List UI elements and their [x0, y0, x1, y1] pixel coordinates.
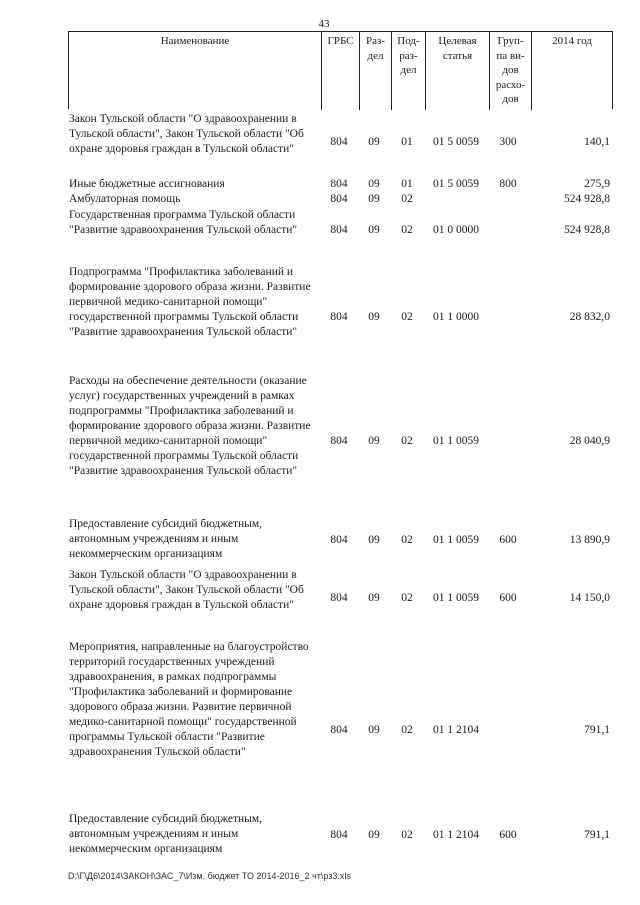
row-name: Предоставление субсидий бюджетным, автономным учреждениям и иным некоммерческим организациям	[69, 813, 263, 855]
row-razdel: 09	[368, 724, 380, 736]
row-razdel: 09	[368, 829, 380, 841]
row-podrazdel: 02	[401, 829, 413, 841]
row-gruppa: 600	[499, 592, 517, 604]
row-celevaya: 01 1 0000	[433, 311, 479, 323]
row-podrazdel: 02	[401, 224, 413, 236]
row-podrazdel: 02	[401, 435, 413, 447]
row-grbs: 804	[330, 534, 348, 546]
header-podrazdel: Под- раз- дел	[391, 32, 425, 110]
row-sum: 28 832,0	[569, 311, 610, 323]
row-celevaya: 01 1 2104	[433, 829, 479, 841]
row-razdel: 09	[368, 193, 380, 205]
row-grbs: 804	[330, 435, 348, 447]
row-celevaya: 01 1 2104	[433, 724, 479, 736]
row-sum: 13 890,9	[569, 534, 610, 546]
row-grbs: 804	[330, 592, 348, 604]
row-celevaya: 01 1 0059	[433, 435, 479, 447]
page-number: 43	[318, 18, 330, 30]
row-podrazdel: 02	[401, 534, 413, 546]
table-header	[68, 31, 613, 109]
row-sum: 275,9	[584, 178, 610, 190]
row-gruppa: 600	[499, 829, 517, 841]
row-razdel: 09	[368, 224, 380, 236]
row-podrazdel: 02	[401, 193, 413, 205]
row-gruppa: 300	[499, 136, 517, 148]
row-name: Закон Тульской области "О здравоохранении в Тульской области", Закон Тульской области "Об охране здоровья граждан в Тульской области"	[69, 113, 304, 155]
header-gruppa: Груп- па ви- дов расхо- дов	[489, 32, 531, 110]
row-sum: 524 928,8	[564, 224, 610, 236]
row-sum: 140,1	[584, 136, 610, 148]
row-grbs: 804	[330, 224, 348, 236]
row-razdel: 09	[368, 435, 380, 447]
row-name: Расходы на обеспечение деятельности (оказание услуг) государственных учреждений в рамках подпрограммы "Профилактика заболеваний и формирование здорового образа жизни. Развитие первичной медико-санитарной помощи" государственной программы Тульской области "Развитие здравоохранения Тульской области"	[69, 375, 311, 477]
row-name: Предоставление субсидий бюджетным, автономным учреждениям и иным некоммерческим организациям	[69, 518, 263, 560]
row-podrazdel: 01	[401, 178, 413, 190]
row-celevaya: 01 5 0059	[433, 178, 479, 190]
row-podrazdel: 02	[401, 724, 413, 736]
header-celevaya: Целевая статья	[425, 32, 489, 110]
row-name: Государственная программа Тульской области "Развитие здравоохранения Тульской области"	[69, 209, 298, 236]
row-grbs: 804	[330, 193, 348, 205]
row-sum: 791,1	[584, 724, 610, 736]
row-celevaya: 01 5 0059	[433, 136, 479, 148]
header-razdel: Раз- дел	[359, 32, 391, 110]
row-gruppa: 800	[499, 178, 517, 190]
row-grbs: 804	[330, 136, 348, 148]
row-podrazdel: 02	[401, 311, 413, 323]
row-razdel: 09	[368, 136, 380, 148]
row-podrazdel: 02	[401, 592, 413, 604]
row-name: Амбулаторная помощь	[69, 193, 181, 205]
header-year: 2014 год	[531, 32, 612, 110]
row-grbs: 804	[330, 724, 348, 736]
row-razdel: 09	[368, 311, 380, 323]
file-path-footer: D:\Г\Д6\2014\ЗАКОН\ЗАС_7\Изм. бюджет ТО 2014-2016_2 чт\рз3.xls	[68, 871, 351, 881]
row-name: Подпрограмма "Профилактика заболеваний и формирование здорового образа жизни. Развитие первичной медико-санитарной помощи" государственной программы Тульской области "Развитие здравоохранения Тульской области"	[69, 266, 311, 338]
row-celevaya: 01 1 0059	[433, 534, 479, 546]
row-name: Мероприятия, направленные на благоустройство территорий государственных учреждений здравоохранения, в рамках подпрограммы "Профилактика заболеваний и формирование здорового образа жизни. Развитие первичной медико-санитарной помощи" государственной программы Тульской области "Развитие здравоохранения Тульской области"	[69, 641, 309, 758]
row-sum: 791,1	[584, 829, 610, 841]
header-grbs: ГРБС	[321, 32, 359, 110]
row-sum: 28 040,9	[569, 435, 610, 447]
row-sum: 14 150,0	[569, 592, 610, 604]
row-podrazdel: 01	[401, 136, 413, 148]
row-razdel: 09	[368, 592, 380, 604]
row-grbs: 804	[330, 311, 348, 323]
header-name: Наименование	[160, 35, 230, 47]
row-celevaya: 01 0 0000	[433, 224, 479, 236]
row-sum: 524 928,8	[564, 193, 610, 205]
row-grbs: 804	[330, 178, 348, 190]
row-name: Иные бюджетные ассигнования	[69, 178, 225, 190]
row-razdel: 09	[368, 534, 380, 546]
row-name: Закон Тульской области "О здравоохранении в Тульской области", Закон Тульской области "Об охране здоровья граждан в Тульской области"	[69, 569, 304, 611]
row-gruppa: 600	[499, 534, 517, 546]
row-grbs: 804	[330, 829, 348, 841]
row-celevaya: 01 1 0059	[433, 592, 479, 604]
row-razdel: 09	[368, 178, 380, 190]
